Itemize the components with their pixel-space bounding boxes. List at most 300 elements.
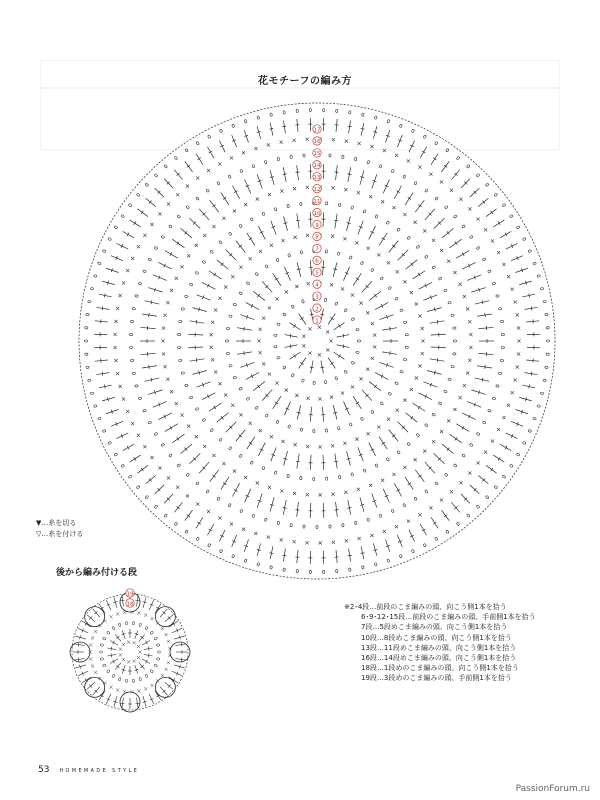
main-title: 花モチーフの編み方 [258,76,352,87]
stitch-bar [145,660,147,663]
chain-stitch [374,116,377,120]
chain-stitch [300,476,303,479]
stitch [176,644,187,646]
round-marker-label: 7 [315,246,319,253]
chain-stitch [219,438,223,442]
stitch [190,359,205,361]
chain-stitch [100,657,104,660]
chain-stitch [276,420,279,424]
stitch [310,212,311,227]
stitch [189,453,200,463]
chain-stitch [291,305,295,309]
chain-stitch [265,264,269,268]
chain-stitch [226,327,229,330]
chain-stitch [94,405,98,408]
chain-stitch [351,317,355,321]
stitch-bar [330,362,333,364]
stitch-bar [343,334,344,338]
chain-stitch [451,314,455,317]
chain-stitch [435,197,439,201]
stitch [477,366,492,368]
chain-stitch [114,453,118,456]
chain-stitch [543,300,547,303]
stitch [97,373,110,375]
chain-stitch [277,356,281,359]
chain-stitch [154,173,158,177]
stitch [237,352,252,354]
chain-stitch [546,353,549,355]
chain-stitch [388,392,392,396]
stitch-bar [485,313,486,317]
stitch-bar [249,442,252,444]
chain-stitch [309,570,311,573]
stitch-bar [462,252,464,255]
chain-stitch [424,423,428,427]
stitch-bar [290,334,291,338]
chain-stitch [444,205,448,209]
chain-stitch [361,566,364,570]
stitch [165,615,173,622]
chain-stitch [296,109,298,112]
stitch [290,352,301,359]
chain-stitch [206,189,210,193]
chain-stitch [349,568,352,571]
round-marker-label: 5 [315,270,319,277]
stitch [323,503,324,518]
stitch [160,687,167,695]
chain-stitch [239,387,243,391]
stitch [431,347,446,348]
stitch-bar [310,367,314,368]
chain-stitch [157,651,160,653]
stitch-bar [491,211,493,214]
chain-stitch [492,282,496,285]
stitch [146,198,156,206]
chain-stitch [448,301,452,304]
stitch-bar [135,703,139,704]
chain-stitch [283,111,286,114]
chain-stitch [132,372,136,375]
chain-stitch [112,626,116,630]
chain-stitch [485,183,489,187]
chain-stitch [528,249,532,252]
chain-stitch [270,113,273,117]
stitch [189,218,200,228]
stitch-bar [151,300,152,304]
chain-stitch [219,549,222,553]
stitch-bar [338,354,340,357]
chain-stitch [540,392,544,395]
chain-stitch [403,358,407,361]
chain-stitch [432,413,436,417]
chain-stitch [206,490,210,494]
stitch [394,186,401,199]
stitch [137,209,147,217]
stitch [190,321,205,323]
chain-stitch [130,359,133,362]
chain-stitch [337,252,340,256]
stitch [383,179,389,193]
chain-stitch [502,475,506,479]
stitch [415,470,424,482]
chain-stitch [371,268,375,272]
chain-stitch [282,366,286,370]
stitch [74,659,85,661]
chain-stitch [250,217,253,221]
stitch [247,233,255,246]
chain-stitch [336,109,338,112]
stitch [477,314,492,316]
stitch-bar [214,406,216,409]
stitch [158,413,171,420]
stitch [310,503,311,518]
stitch-bar [462,426,464,429]
chain-stitch [129,346,132,348]
chain-stitch [498,307,502,310]
chain-stitch [195,271,199,274]
petal-outline [155,607,175,627]
chain-stitch [424,255,428,259]
note-line: 6･9･12･15段…前段のこま編みの頭、手前側1本を拾う [361,613,536,622]
chain-stitch [498,372,502,375]
chain-stitch [252,164,255,168]
stitch [253,382,265,391]
chain-stitch [522,237,526,240]
chain-stitch [342,523,345,526]
stitch-bar [300,317,303,319]
stitch-bar [348,126,352,127]
chain-stitch [435,482,439,486]
chain-stitch [502,203,506,207]
chain-stitch [112,674,116,678]
chain-stitch [371,410,375,414]
stitch-bar [283,458,287,459]
stitch [139,663,145,670]
stitch-bar [333,269,337,270]
stitch-bar [482,378,483,382]
chain-stitch [150,631,154,635]
stitch [442,444,454,454]
stitch-bar [498,457,500,460]
stitch [210,200,219,212]
chain-stitch [456,522,460,526]
stitch-bar [529,294,530,298]
chain-stitch [379,164,382,168]
stitch-bar [113,660,115,663]
chain-stitch [154,505,158,509]
chain-stitch [444,390,448,393]
chain-stitch [178,346,181,348]
stitch [415,200,424,212]
chain-stitch [264,518,267,522]
stitch [478,475,488,483]
chain-stitch [337,427,340,431]
stitch [165,251,178,259]
chain-stitch [414,181,418,185]
stitch-bar [361,553,365,554]
stitch [155,485,164,494]
chain-stitch [469,443,473,447]
chain-stitch [232,554,235,558]
stitch [462,413,475,420]
chain-stitch [303,154,305,157]
stitch [297,165,299,180]
chain-stitch [391,169,394,173]
chain-stitch [207,543,210,547]
round-marker-label: 18 [126,601,134,608]
stitch [221,192,229,205]
stitch [470,188,479,197]
stitch [297,502,299,517]
chain-stitch [363,210,366,214]
chain-stitch [501,333,504,335]
stitch [130,220,141,227]
chain-stitch [174,156,178,160]
chain-stitch [476,246,480,250]
stitch [122,698,124,709]
stitch [172,239,184,248]
chain-stitch [363,469,366,473]
stitch-bar [149,365,150,369]
stitch [74,644,85,646]
legend-join-yarn [36,529,83,540]
page-number: 53 [38,765,50,775]
stitch-bar [78,657,79,661]
chain-stitch [270,566,273,570]
chain-stitch [283,568,286,571]
chain-stitch [106,669,110,673]
chain-stitch [239,224,243,228]
chain-stitch [129,333,132,335]
stitch-bar [300,362,303,364]
chain-stitch [354,521,357,525]
stitch [382,328,397,330]
round-marker-label: 13 [313,175,321,182]
stitch [107,654,116,656]
chain-stitch [189,283,193,286]
stitch-bar [141,468,143,471]
stitch-bar [170,426,172,429]
stitch [419,282,432,289]
chain-stitch [379,514,382,518]
chain-stitch [239,292,243,296]
stitch [456,251,469,259]
chain-stitch [277,157,280,161]
chain-stitch [184,295,188,298]
stitch [406,413,418,422]
chain-stitch [545,366,548,369]
chain-stitch [255,406,259,410]
stitch-bar [282,555,286,556]
stitch-bar [444,165,447,167]
stitch-bar [498,222,500,225]
stitch [137,596,139,607]
stitch [144,648,153,650]
stitch [420,524,426,535]
chain-stitch [403,503,406,507]
round-marker-label: 10 [313,210,321,217]
stitch-bar [334,461,338,462]
chain-stitch [488,409,492,412]
chain-stitch [219,240,223,244]
chain-stitch [202,260,206,264]
chain-stitch [325,202,327,205]
chain-stitch [537,274,541,277]
chain-stitch [138,397,142,400]
stitch [328,358,335,369]
chain-stitch [132,621,135,624]
stitch [434,453,445,463]
stitch [180,444,192,454]
stitch [207,147,213,158]
chain-stitch [356,328,360,331]
note-line: 10段…8段めこま編みの頭、向こう側1本を拾う [361,633,512,642]
chain-stitch [462,454,466,458]
chain-stitch [181,308,185,311]
stitch [122,596,124,607]
chain-stitch [255,272,259,276]
chain-stitch [132,307,136,310]
chain-stitch [400,309,404,312]
round-marker-label: 1 [315,318,319,325]
chain-stitch [246,397,250,401]
chain-stitch [397,228,401,232]
chain-stitch [300,202,303,205]
stitch [283,121,285,134]
added-rounds-diagram [70,589,190,712]
chain-stitch [444,473,448,477]
round-marker-label: 6 [315,258,319,265]
stitch [246,372,259,379]
note-line: 7段…5段めこま編みの頭、向こう側1本を拾う [361,623,508,632]
stitch-bar [343,344,344,348]
chain-stitch [164,164,168,168]
stitch [479,327,494,328]
chain-stitch [244,119,247,123]
stitch-bar [212,475,215,477]
stitch [398,422,409,433]
stitch-bar [356,402,359,404]
chain-stitch [400,370,404,373]
stitch [155,188,164,197]
stitch-bar [141,211,143,214]
stitch-bar [102,306,103,310]
chain-stitch [453,340,456,342]
chain-stitch [189,396,193,399]
chain-stitch [300,428,303,432]
stitch [310,164,311,179]
chain-stitch [496,295,500,298]
chain-stitch [303,525,305,528]
chain-stitch [177,215,181,219]
stitch [273,273,281,286]
stitch-bar [148,653,149,657]
chain-stitch [262,466,265,470]
chain-stitch [287,474,290,478]
stitch [207,524,213,535]
stitch [93,609,100,617]
chain-stitch [290,155,293,158]
stitch [141,353,156,354]
chain-stitch [264,160,267,164]
stitch-bar [104,294,105,298]
chain-stitch [88,300,92,303]
chain-stitch [150,669,154,673]
stitch [226,422,237,433]
instruction-notes [344,602,536,684]
stitch [409,141,415,153]
chain-stitch [108,441,112,444]
round-marker-label: 11 [313,198,321,205]
chain-stitch [217,181,221,185]
chain-stitch [313,429,315,432]
stitch [123,444,134,450]
stitch-bar [111,653,112,657]
chain-stitch [250,461,253,465]
stitch [199,209,209,220]
note-line: 18段…1段めのこま編みの頭、向こう側1本を拾う [361,664,519,673]
stitch-bar [531,372,532,376]
round-marker-label: 9 [315,222,319,229]
chain-stitch [210,428,214,432]
stitch-bar [418,406,420,409]
chain-stitch [432,266,436,270]
chain-stitch [453,464,457,468]
stitch-bar [214,273,216,276]
chain-stitch [322,108,324,111]
stitch [336,165,338,180]
chain-stitch [448,378,452,381]
stitch [95,321,108,322]
stitch [258,226,265,239]
stitch [199,462,209,473]
stitch [262,281,272,292]
chain-stitch [476,505,480,509]
chain-stitch [329,525,331,528]
stitch [369,382,381,391]
stitch [139,634,145,641]
stitch [525,307,538,309]
stitch-bar [348,555,352,556]
note-line: 19段…3段めのこま編みの頭、手前側1本を拾う [361,674,512,683]
chain-stitch [424,490,428,494]
stitch [362,390,372,401]
stitch [335,214,337,229]
chain-stitch [494,193,498,197]
chain-stitch [300,251,303,255]
stitch-bar [434,371,435,375]
stitch [336,119,337,132]
stitch-bar [135,600,139,601]
chain-stitch [145,183,149,187]
stitch-bar [283,508,287,509]
stitch-bar [134,457,136,460]
stitch [431,334,446,335]
chain-stitch [424,189,428,193]
stitch-bar [121,600,125,601]
chain-stitch [397,450,401,454]
round-marker-label: 12 [313,186,321,193]
chain-stitch [354,157,357,161]
stitch [479,353,494,354]
chain-stitch [546,327,549,329]
chain-stitch [277,323,281,326]
chain-stitch [537,405,541,408]
stitch [500,444,511,450]
chain-stitch [357,340,360,342]
stitch [506,243,518,249]
chain-stitch [244,559,247,563]
